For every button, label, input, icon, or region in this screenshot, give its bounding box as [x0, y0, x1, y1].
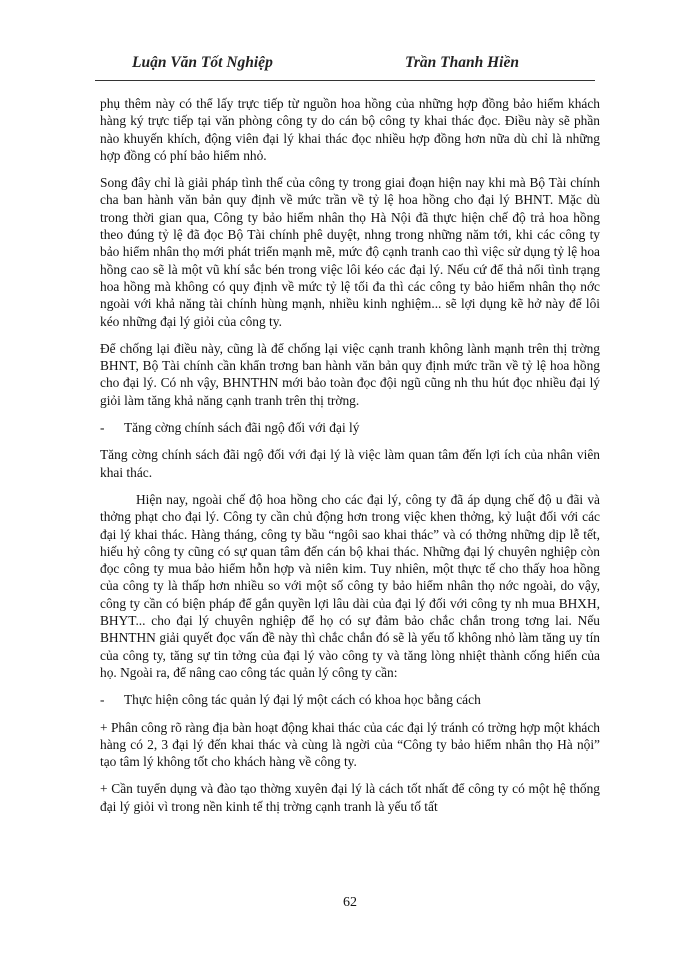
- paragraph-1: phụ thêm này có thể lấy trực tiếp từ nguồn hoa hồng của những hợp đồng bảo hiểm khách hàng ký trực tiếp tại văn phòng công ty do cán bộ công ty khai thác đọc. Điều này sẽ phần nào khuyến khích, động viên đại lý khai thác đọc nhiều hợp đồng hơn nữa dù chỉ là những hợp đồng có phí bảo hiểm nhỏ.: [100, 96, 600, 163]
- header-thesis-title: Luận Văn Tốt Nghiệp: [132, 54, 273, 71]
- paragraph-6: + Phân công rõ ràng địa bàn hoạt động khai thác của các đại lý tránh có trờng hợp một khách hàng có 2, 3 đại lý đến khai thác và cùng là ngời của “Công ty bảo hiểm nhân thọ Hà nội” tạo tâm lý không tốt cho khách hàng về công ty.: [100, 719, 600, 770]
- paragraph-2: Song đây chỉ là giải pháp tình thế của công ty trong giai đoạn hiện nay khi mà Bộ Tài chính cha ban hành văn bản quy định về mức trần về tỷ lệ hoa hồng cho đại lý BHNT. Mặc dù trong thời gian qua, Công ty bảo hiểm nhân thọ Hà Nội đã thực hiện chế độ trả hoa hồng theo đúng tỷ lệ đã đọc Bộ Tài chính phê duyệt, nhng trong những năm tới, khi các công ty bảo hiểm nhân thọ mới phát triển mạnh mẽ, mức độ cạnh tranh cao thì việc sử dụng tỷ lệ hoa hồng cao sẽ là một vũ khí sắc bén trong việc lôi kéo các đại lý. Nếu cứ để thả nổi tình trạng hoa hồng mà không có quy định về mức tỷ lệ tối đa thì các công ty bảo hiểm nhân thọ nớc ngoài với khả năng tài chính hùng mạnh, nhiều kinh nghiệm... sẽ lợi dụng kẽ hở này để lôi kéo những đại lý giỏi của công ty.: [100, 175, 600, 329]
- paragraph-4: Tăng cờng chính sách đãi ngộ đối với đại lý là việc làm quan tâm đến lợi ích của nhân viên khai thác.: [100, 447, 600, 480]
- running-header: [100, 50, 595, 76]
- page-number: 62: [343, 895, 357, 910]
- header-author-name: Trần Thanh Hiền: [405, 54, 519, 71]
- bullet-heading-text: Thực hiện công tác quản lý đại lý một cách có khoa học bằng cách: [124, 692, 481, 708]
- bullet-heading-2: [100, 691, 600, 708]
- bullet-dash: -: [100, 692, 105, 708]
- paragraph-7: + Cần tuyển dụng và đào tạo thờng xuyên đại lý là cách tốt nhất để công ty có một hệ thống đại lý giỏi vì trong nền kinh tế thị trờng cạnh tranh là yếu tố tất: [100, 781, 600, 814]
- bullet-heading-1: [100, 419, 600, 436]
- bullet-heading-text: Tăng cờng chính sách đãi ngộ đối với đại lý: [124, 420, 360, 436]
- header-rule: [95, 80, 595, 81]
- paragraph-5: Hiện nay, ngoài chế độ hoa hồng cho các đại lý, công ty đã áp dụng chế độ u đãi và thởng phạt cho đại lý. Công ty cần chủ động hơn trong việc khen thởng, kỷ luật đối với các đại lý khai thác. Hàng tháng, công ty bầu “ngôi sao khai thác” và có thởng những dịp lễ tết, hiếu hỷ công ty cũng có sự quan tâm đến cán bộ khai thác. Những đại lý chuyên nghiệp còn đọc công ty mua bảo hiểm hỗn hợp và niên kim. Tuy nhiên, một thực tế cho thấy hoa hồng của công ty là thấp hơn nhiều so với một số công ty bảo hiểm nhân thọ nớc ngoài, do vậy, công ty cần có biện pháp để gắn quyền lợi lâu dài của đại lý đối với công ty nh mua BHXH, BHYT... cho đại lý chuyên nghiệp để họ có sự đảm bảo chắc chắn trong tơng lai. Nếu BHNTHN giải quyết đọc vấn đề này thì chắc chắn đó sẽ là yếu tố không nhỏ làm tăng uy tín của công ty, tăng sự tin tởng của đại lý vào công ty và tăng lòng nhiệt thành cống hiến của họ. Ngoài ra, để nâng cao công tác quản lý công ty cần:: [100, 491, 600, 680]
- bullet-dash: -: [100, 420, 105, 436]
- paragraph-3: Để chống lại điều này, cũng là để chống lại việc cạnh tranh không lành mạnh trên thị trờng BHNT, Bộ Tài chính cần khẩn trơng ban hành văn bản quy định mức trần về tỷ lệ hoa hồng cho đại lý. Có nh vậy, BHNTHN mới bảo toàn đọc đội ngũ cũng nh thu hút đọc nhiều đại lý giỏi làm tăng khả năng cạnh tranh trên thị trờng.: [100, 340, 600, 408]
- document-body: [100, 95, 600, 825]
